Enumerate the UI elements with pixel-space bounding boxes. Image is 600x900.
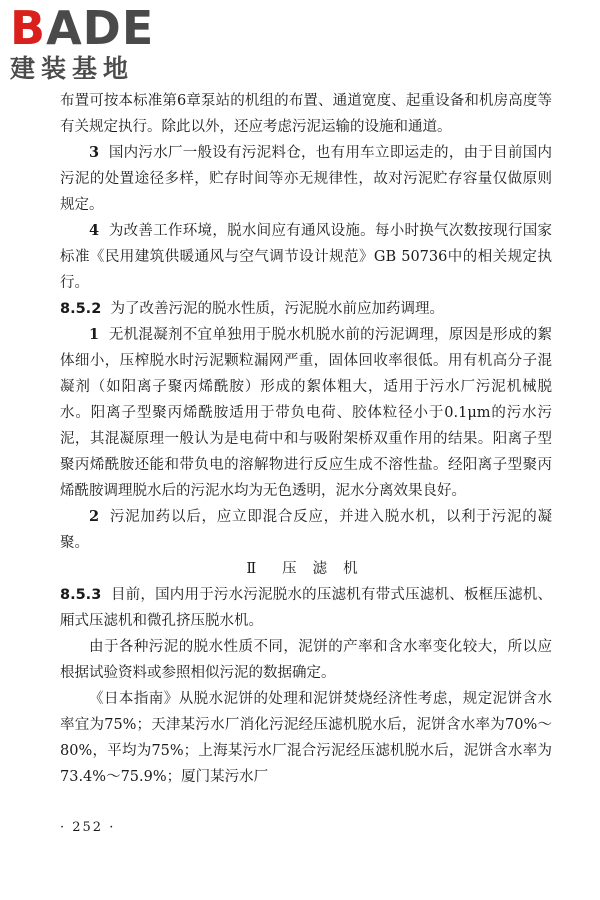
paragraph-item-1 — [60, 322, 552, 504]
document-body — [60, 88, 552, 790]
item-text: 污泥加药以后，应立即混合反应，并进入脱水机，以利于污泥的凝聚。 — [60, 509, 552, 551]
item-number: 4 — [89, 222, 100, 239]
item-text: 为改善工作环境，脱水间应有通风设施。每小时换气次数按现行国家标准《民用建筑供暖通风与空气调节设计规范》GB 50736中的相关规定执行。 — [60, 223, 552, 291]
logo-rest-letters: ADE — [46, 1, 155, 55]
brand-logo — [10, 1, 190, 84]
section-heading — [60, 556, 552, 582]
item-number: 2 — [89, 508, 100, 525]
logo-wordmark — [10, 1, 190, 55]
clause-8-5-2 — [60, 296, 552, 322]
paragraph-item-3 — [60, 140, 552, 218]
item-text: 国内污水厂一般设有污泥料仓，也有用车立即运走的，由于目前国内污泥的处置途径多样，贮存时间等亦无规律性，故对污泥贮存容量仅做原则规定。 — [60, 145, 552, 213]
paragraph-continued: 布置可按本标准第6章泵站的机组的布置、通道宽度、起重设备和机房高度等有关规定执行。除此以外，还应考虑污泥运输的设施和通道。 — [60, 93, 552, 135]
paragraph: 《日本指南》从脱水泥饼的处理和泥饼焚烧经济性考虑，规定泥饼含水率宜为75%；天津某污水厂消化污泥经压滤机脱水后，泥饼含水率为70%～80%，平均为75%；上海某污水厂混合污泥经压滤机脱水后，泥饼含水率为73.4%～75.9%；厦门某污水厂 — [60, 691, 552, 785]
logo-accent-letter: B — [10, 1, 47, 55]
paragraph: 由于各种污泥的脱水性质不同，泥饼的产率和含水率变化较大，所以应根据试验资料或参照相似污泥的数据确定。 — [60, 639, 552, 681]
paragraph-item-2 — [60, 504, 552, 556]
paragraph-item-4 — [60, 218, 552, 296]
section-title-char: 压 — [282, 561, 297, 577]
section-title-char: 滤 — [312, 561, 328, 577]
logo-subtitle: 建装基地 — [10, 54, 135, 83]
item-number: 1 — [89, 326, 100, 343]
page-number: · 252 · — [60, 820, 116, 835]
item-text: 无机混凝剂不宜单独用于脱水机脱水前的污泥调理，原因是形成的絮体细小，压榨脱水时污泥颗粒漏网严重，固体回收率很低。用有机高分子混凝剂（如阳离子聚丙烯酰胺）形成的絮体粗大，适用于污水厂污泥机械脱水。阳离子型聚丙烯酰胺适用于带负电荷、胶体粒径小于0.1μm的污水污泥，其混凝原理一般认为是电荷中和与吸附架桥双重作用的结果。阳离子型聚丙烯酰胺还能和带负电的溶解物进行反应生成不溶性盐。经阳离子型聚丙烯酰胺调理脱水后的污泥水均为无色透明，泥水分离效果良好。 — [60, 327, 552, 499]
section-roman-numeral: Ⅱ — [246, 561, 257, 577]
clause-8-5-3 — [60, 582, 552, 634]
section-title-char: 机 — [343, 561, 358, 577]
clause-number: 8.5.3 — [60, 587, 102, 603]
clause-text: 目前，国内用于污水污泥脱水的压滤机有带式压滤机、板框压滤机、厢式压滤机和微孔挤压脱水机。 — [60, 587, 553, 629]
clause-text: 为了改善污泥的脱水性质，污泥脱水前应加药调理。 — [110, 301, 445, 317]
clause-number: 8.5.2 — [60, 301, 102, 317]
item-number: 3 — [89, 144, 100, 161]
